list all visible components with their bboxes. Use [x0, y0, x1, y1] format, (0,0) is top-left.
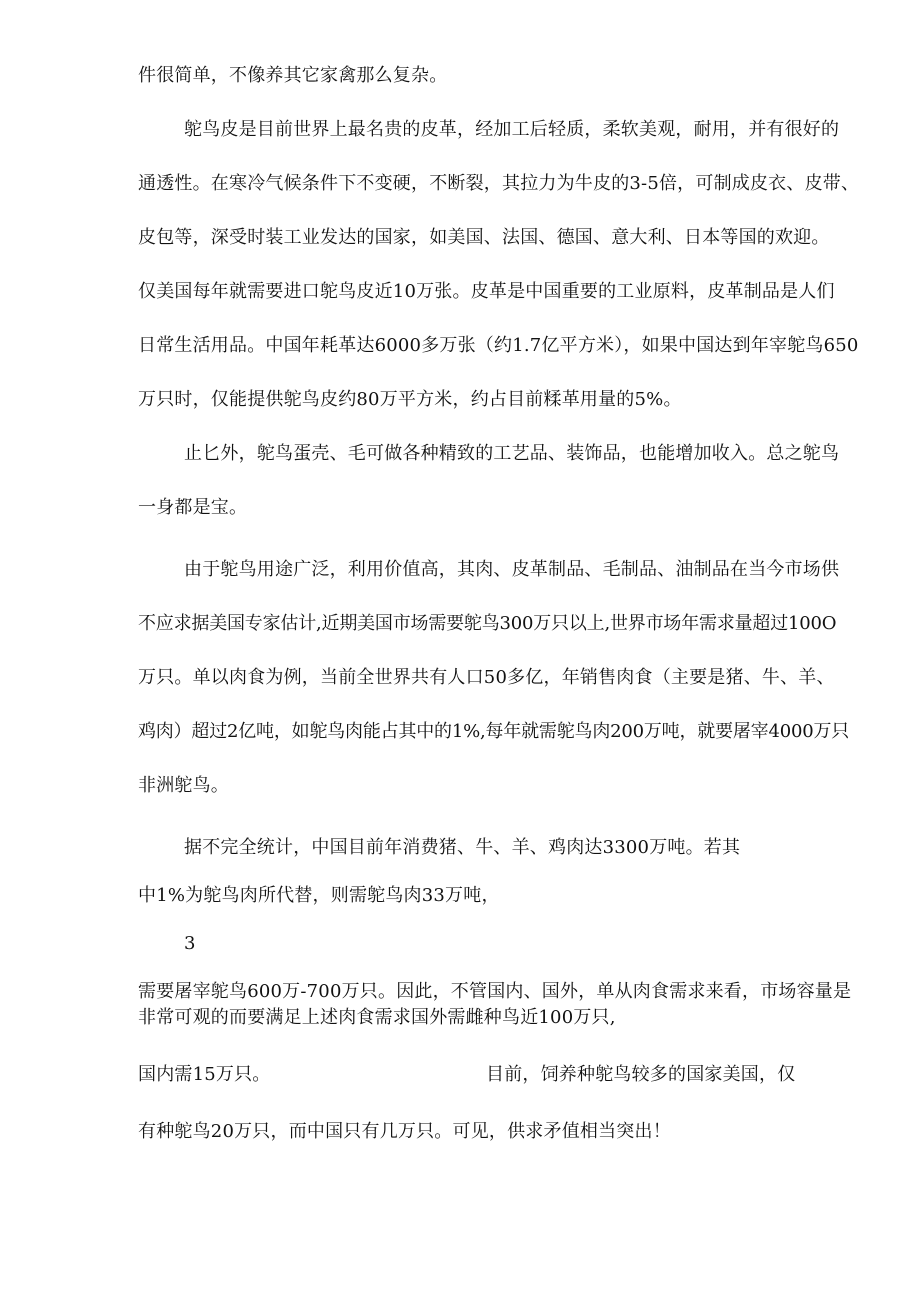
text-line: 通透性。在寒冷气候条件下不变硬，不断裂，其拉力为牛皮的3-5倍，可制成皮衣、皮带、 — [138, 173, 860, 194]
text-line: 仅美国每年就需要进口鸵鸟皮近10万张。皮革是中国重要的工业原料，皮革制品是人们 — [138, 281, 835, 302]
text-line: 有种鸵鸟20万只，而中国只有几万只。可见，供求矛值相当突出！ — [138, 1121, 671, 1142]
text-line: 一身都是宝。 — [138, 497, 248, 518]
text-line: 中1%为鸵鸟肉所代替，则需鸵鸟肉33万吨， — [138, 885, 500, 906]
text-line: 万只时，仅能提供鸵鸟皮约80万平方米，约占目前糅革用量的5%。 — [138, 389, 682, 410]
text-line: 皮包等，深受时装工业发达的国家，如美国、法国、德国、意大利、日本等国的欢迎。 — [138, 227, 830, 248]
text-line: 不应求据美国专家估计,近期美国市场需要鸵鸟300万只以上,世界市场年需求量超过100O — [138, 613, 837, 634]
text-line: 据不完全统计，中国目前年消费猪、牛、羊、鸡肉达3300万吨。若其 — [184, 837, 741, 858]
text-line: 万只。单以肉食为例，当前全世界共有人口50多亿，年销售肉食（主要是猪、牛、羊、 — [138, 667, 835, 688]
page-number: 3 — [184, 933, 196, 954]
text-line: 由于鸵鸟用途广泛，利用价值高，其肉、皮革制品、毛制品、油制品在当今市场供 — [184, 559, 840, 580]
text-line: 需要屠宰鸵鸟600万-700万只。因此，不管国内、国外，单从肉食需求来看，市场容量是 — [138, 981, 852, 1002]
text-line: 鸵鸟皮是目前世界上最名贵的皮革，经加工后轻质，柔软美观，耐用，并有很好的 — [184, 119, 840, 140]
text-line: 鸡肉）超过2亿吨，如鸵鸟肉能占其中的1%,每年就需鸵鸟肉200万吨，就要屠宰4000万只 — [138, 721, 850, 742]
text-line: 国内需15万只。 — [138, 1064, 271, 1085]
text-line: 非常可观的而要满足上述肉食需求国外需雌种鸟近100万只, — [138, 1007, 616, 1028]
text-line: 件很简单，不像养其它家禽那么复杂。 — [138, 65, 448, 86]
text-line: 日常生活用品。中国年耗革达6000多万张（约1.7亿平方米），如果中国达到年宰鸵鸟650 — [138, 335, 859, 356]
text-line: 非洲鸵鸟。 — [138, 775, 229, 796]
text-line: 止匕外，鸵鸟蛋壳、毛可做各种精致的工艺品、装饰品，也能增加收入。总之鸵鸟 — [184, 443, 840, 464]
text-line: 目前，饲养种鸵鸟较多的国家美国，仅 — [486, 1064, 796, 1085]
